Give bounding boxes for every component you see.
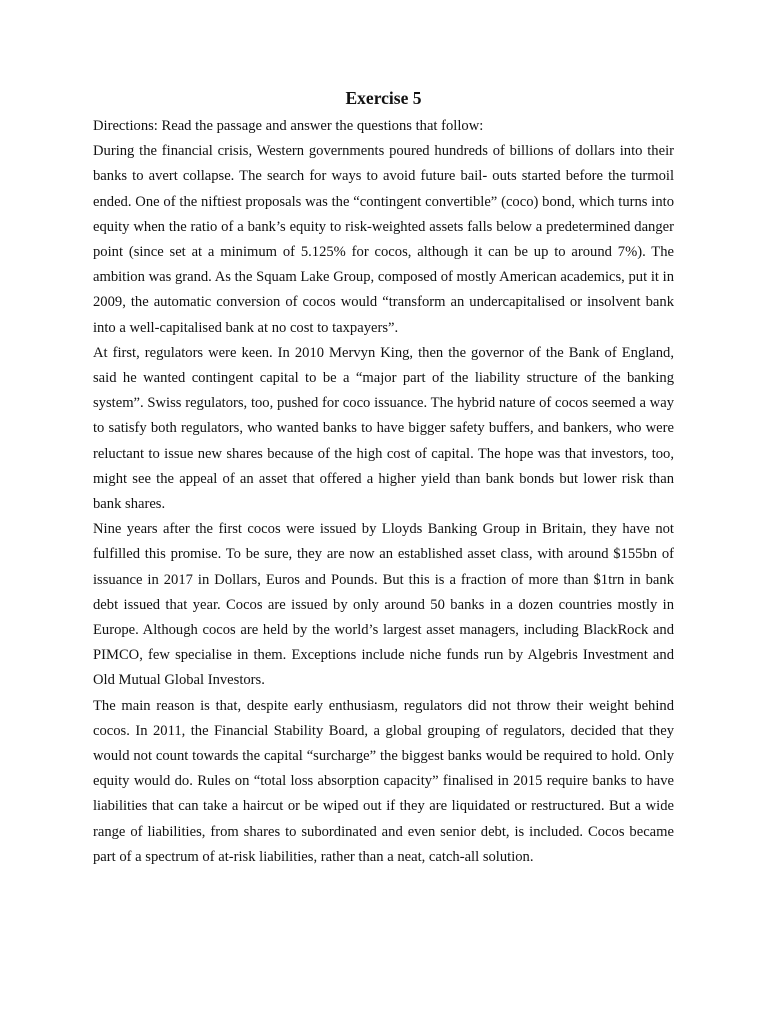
exercise-title: Exercise 5 (345, 88, 422, 108)
document-page (93, 86, 674, 870)
paragraph-3: Nine years after the first cocos were issued by Lloyds Banking Group in Britain, they have not fulfilled this promise. To be sure, they are now an established asset class, with around $155bn of issuance in 2017 in Dollars, Euros and Pounds. But this is a fraction of more than $1trn in bank debt issued that year. Cocos are issued by only around 50 banks in a dozen countries mostly in Europe. Although cocos are held by the world’s largest asset managers, including BlackRock and PIMCO, few specialise in them. Exceptions include niche funds run by Algebris Investment and Old Mutual Global Investors. (93, 521, 674, 689)
paragraph-4: The main reason is that, despite early enthusiasm, regulators did not throw their weight behind cocos. In 2011, the Financial Stability Board, a global grouping of regulators, decided that they would not count towards the capital “surcharge” the biggest banks would be required to hold. Only equity would do. Rules on “total loss absorption capacity” finalised in 2015 require banks to have liabilities that can take a haircut or be wiped out if they are liquidated or restructured. But a wide range of liabilities, from shares to subordinated and even senior debt, is included. Cocos became part of a spectrum of at-risk liabilities, rather than a neat, catch-all solution. (93, 697, 674, 865)
directions-text: Directions: Read the passage and answer the questions that follow: (93, 118, 484, 134)
paragraph-2: At first, regulators were keen. In 2010 Mervyn King, then the governor of the Bank of England, said he wanted contingent capital to be a “major part of the liability structure of the banking system”. Swiss regulators, too, pushed for coco issuance. The hybrid nature of cocos seemed a way to satisfy both regulators, who wanted banks to have bigger safety buffers, and bankers, who were reluctant to issue new shares because of the high cost of capital. The hope was that investors, too, might see the appeal of an asset that offered a higher yield than bank bonds but lower risk than bank shares. (93, 344, 674, 513)
paragraph-1: During the financial crisis, Western governments poured hundreds of billions of dollars into their banks to avert collapse. The search for ways to avoid future bail- outs started before the turmoil ended. One of the niftiest proposals was the “contingent convertible” (coco) bond, which turns into equity when the ratio of a bank’s equity to risk-weighted assets falls below a predetermined danger point (since set at a minimum of 5.125% for cocos, although it can be up to around 7%). The ambition was grand. As the Squam Lake Group, composed of mostly American academics, put it in 2009, the automatic conversion of cocos would “transform an undercapitalised or insolvent bank into a well-capitalised bank at no cost to taxpayers”. (93, 143, 674, 336)
